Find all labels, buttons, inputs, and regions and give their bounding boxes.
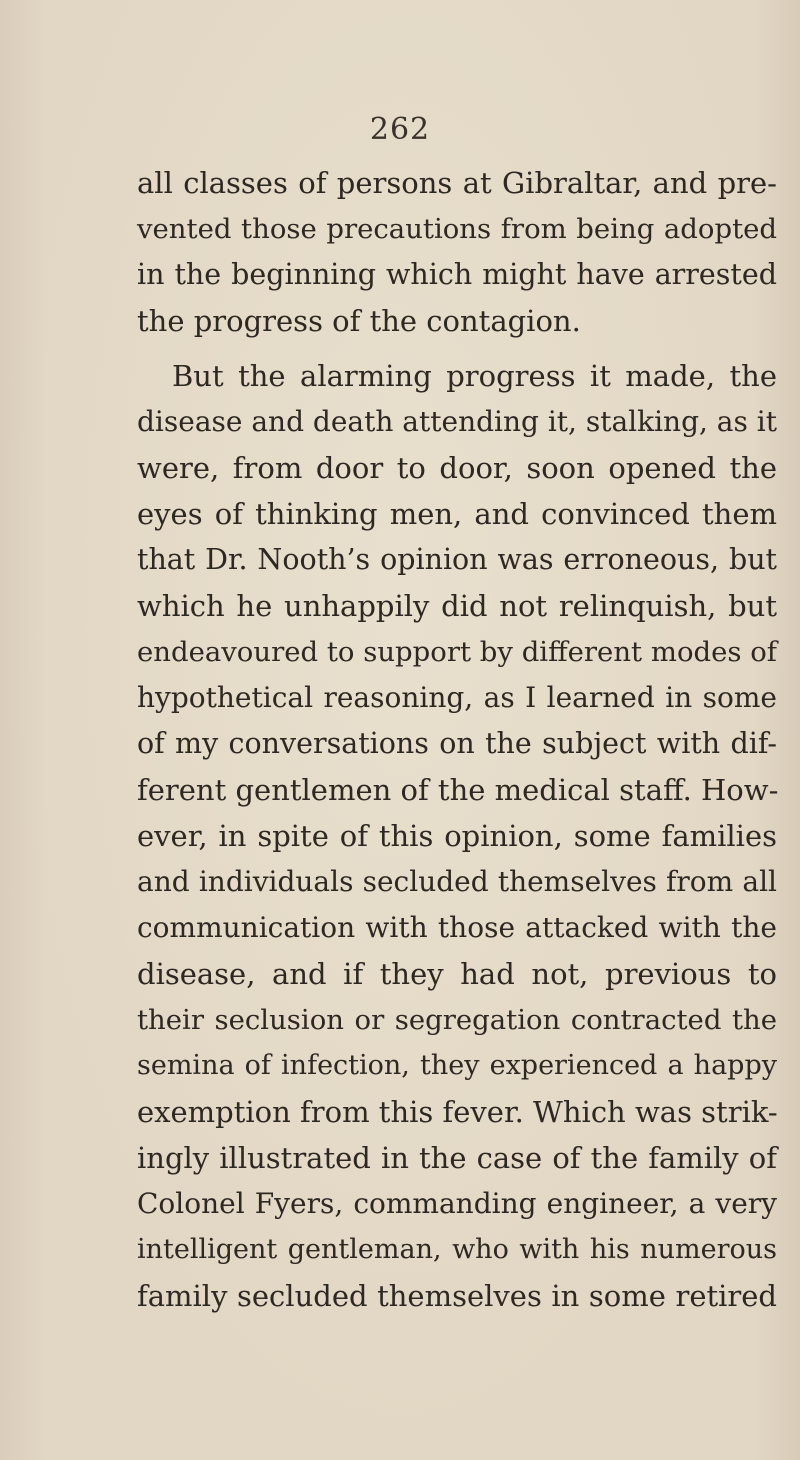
text-line: and individuals secluded themselves from all [137, 865, 777, 898]
text-line: were, from door to door, soon opened the [137, 451, 777, 485]
text-line: family secluded themselves in some retired [137, 1279, 777, 1313]
text-line: that Dr. Nooth’s opinion was erroneous, but [137, 543, 777, 576]
text-line: communication with those attacked with the [137, 911, 777, 944]
text-line: Colonel Fyers, commanding engineer, a very [137, 1187, 777, 1220]
text-line: disease, and if they had not, previous to [137, 957, 777, 991]
page-number: 262 [369, 112, 431, 147]
text-line: semina of infection, they experienced a happy [137, 1050, 777, 1081]
text-line: the progress of the contagion. [137, 304, 581, 338]
text-line: which he unhappily did not relinquish, but [137, 589, 777, 623]
paragraph-2 [137, 353, 777, 1319]
text-line: ingly illustrated in the case of the family of [137, 1141, 777, 1175]
text-line: vented those precautions from being adopted [137, 213, 777, 245]
text-line: in the beginning which might have arrested [137, 258, 777, 291]
text-line: of my conversations on the subject with dif- [137, 727, 777, 760]
paragraph-1 [137, 160, 777, 344]
text-line: exemption from this fever. Which was strik- [137, 1095, 778, 1129]
text-line: all classes of persons at Gibraltar, and pre- [137, 166, 777, 200]
text-line: ferent gentlemen of the medical staff. How- [137, 773, 779, 807]
text-line: hypothetical reasoning, as I learned in some [137, 681, 777, 714]
text-line: endeavoured to support by different modes of [137, 636, 777, 668]
text-line: ever, in spite of this opinion, some families [137, 819, 777, 853]
text-line: eyes of thinking men, and convinced them [137, 497, 777, 531]
text-line: But the alarming progress it made, the [172, 359, 777, 393]
text-line: their seclusion or segregation contracted the [137, 1004, 777, 1036]
text-line: intelligent gentleman, who with his numerous [137, 1234, 777, 1265]
text-line: disease and death attending it, stalking, as it [137, 405, 777, 438]
